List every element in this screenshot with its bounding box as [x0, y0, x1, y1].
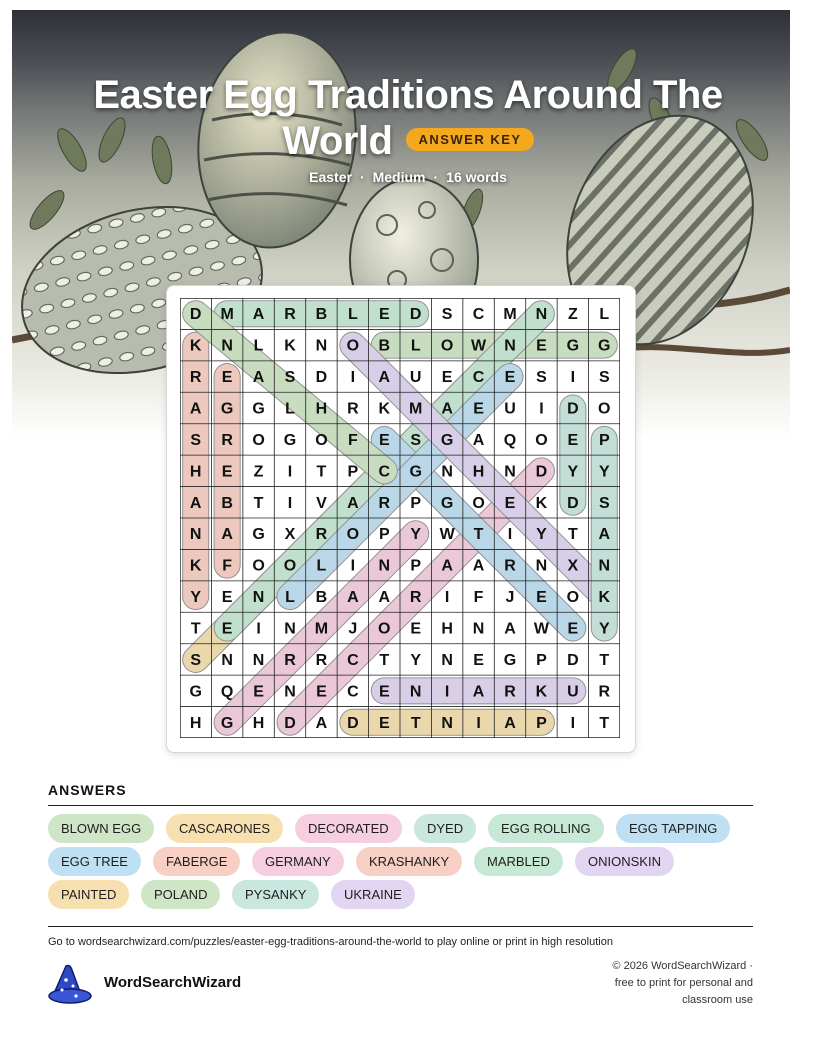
- divider: [48, 926, 753, 927]
- grid-letter: T: [316, 463, 327, 481]
- grid-letter: N: [189, 526, 202, 544]
- grid-letter: R: [221, 431, 233, 449]
- difficulty-label: Medium: [372, 169, 426, 185]
- grid-letter: E: [504, 494, 516, 512]
- grid-letter: E: [567, 620, 579, 638]
- grid-letter: E: [221, 463, 233, 481]
- grid-letter: A: [472, 431, 485, 449]
- grid-letter: G: [566, 337, 580, 355]
- copyright-line: © 2026 WordSearchWizard ·: [612, 960, 753, 972]
- grid-letter: U: [567, 683, 579, 701]
- grid-letter: R: [598, 683, 611, 701]
- answer-pill: FABERGE: [153, 847, 240, 876]
- grid-letter: G: [220, 400, 234, 418]
- grid-letter: M: [220, 306, 234, 324]
- grid-letter: M: [409, 400, 423, 418]
- answer-pill: ONIONSKIN: [575, 847, 674, 876]
- grid-letter: G: [598, 337, 611, 355]
- grid-letter: E: [378, 431, 390, 449]
- grid-letter: T: [379, 651, 390, 669]
- grid-letter: O: [346, 526, 360, 544]
- grid-letter: N: [535, 306, 548, 324]
- grid-letter: S: [598, 369, 610, 387]
- grid-letter: G: [283, 431, 297, 449]
- grid-letter: R: [347, 400, 359, 418]
- grid-letter: F: [347, 431, 358, 449]
- grid-letter: O: [440, 337, 454, 355]
- grid-letter: E: [473, 651, 484, 669]
- grid-letter: D: [535, 463, 548, 481]
- grid-letter: N: [535, 557, 548, 575]
- answer-pill: EGG TAPPING: [616, 814, 730, 843]
- grid-letter: K: [189, 337, 202, 355]
- grid-letter: A: [378, 589, 391, 607]
- grid-letter: O: [283, 557, 297, 575]
- grid-letter: A: [252, 369, 265, 387]
- grid-letter: N: [441, 463, 453, 481]
- grid-letter: N: [504, 463, 516, 481]
- grid-letter: K: [189, 557, 202, 575]
- grid-letter: E: [410, 620, 422, 638]
- grid-letter: Y: [567, 463, 579, 481]
- grid-letter: Y: [598, 620, 610, 638]
- grid-letter: K: [284, 337, 296, 355]
- grid-letter: N: [504, 337, 516, 355]
- answer-pill: DECORATED: [295, 814, 402, 843]
- grid-letter: P: [410, 494, 422, 512]
- grid-letter: L: [599, 306, 610, 324]
- grid-letter: M: [503, 306, 517, 324]
- grid-letter: A: [504, 620, 516, 638]
- grid-letter: N: [378, 557, 391, 575]
- grid-letter: G: [503, 651, 517, 669]
- grid-letter: B: [378, 337, 391, 355]
- grid-letter: H: [189, 463, 202, 481]
- grid-letter: R: [189, 369, 202, 387]
- grid-letter: I: [539, 400, 544, 418]
- grid-letter: E: [567, 431, 579, 449]
- grid-letter: A: [378, 369, 391, 387]
- grid-letter: E: [378, 306, 390, 324]
- grid-letter: O: [346, 337, 360, 355]
- grid-letter: C: [472, 306, 485, 324]
- grid-letter: S: [190, 651, 202, 669]
- grid-letter: X: [284, 526, 296, 544]
- puzzle-title: [40, 72, 776, 164]
- grid-letter: U: [504, 400, 516, 418]
- grid-letter: N: [315, 337, 328, 355]
- grid-letter: O: [535, 431, 548, 449]
- grid-letter: D: [284, 714, 296, 732]
- grid-letter: N: [252, 651, 265, 669]
- grid-letter: A: [441, 400, 453, 418]
- grid-letter: A: [315, 714, 328, 732]
- grid-letter: I: [350, 369, 356, 387]
- grid-letter: T: [599, 714, 610, 732]
- grid-letter: A: [598, 526, 611, 544]
- grid-letter: A: [221, 526, 233, 544]
- grid-letter: H: [252, 714, 265, 732]
- grid-letter: P: [378, 526, 390, 544]
- grid-letter: J: [505, 589, 515, 607]
- copyright: [553, 958, 753, 1009]
- grid-letter: N: [221, 337, 233, 355]
- grid-letter: S: [190, 431, 202, 449]
- grid-letter: I: [507, 526, 513, 544]
- grid-letter: N: [284, 683, 296, 701]
- grid-letter: C: [378, 463, 391, 481]
- grid-letter: O: [472, 494, 485, 512]
- grid-letter: G: [440, 431, 454, 449]
- grid-letter: K: [535, 683, 548, 701]
- grid-letter: Z: [567, 306, 578, 324]
- grid-letter: E: [221, 369, 233, 387]
- grid-letter: K: [598, 589, 611, 607]
- answer-pill: BLOWN EGG: [48, 814, 154, 843]
- grid-letter: H: [189, 714, 202, 732]
- grid-letter: F: [473, 589, 484, 607]
- grid-letter: W: [471, 337, 487, 355]
- grid-letter: A: [347, 494, 359, 512]
- grid-letter: N: [598, 557, 611, 575]
- grid-letter: E: [221, 589, 233, 607]
- answer-pill: EGG ROLLING: [488, 814, 604, 843]
- grid-letter: G: [189, 683, 202, 701]
- grid-letter: H: [441, 620, 453, 638]
- grid-letter: A: [472, 557, 485, 575]
- grid-letter: E: [316, 683, 327, 701]
- grid-letter: I: [287, 463, 293, 481]
- answer-pill: CASCARONES: [166, 814, 283, 843]
- grid-letter: Z: [253, 463, 264, 481]
- grid-letter: D: [347, 714, 359, 732]
- grid-letter: Y: [410, 526, 422, 544]
- grid-letter: Y: [598, 463, 610, 481]
- grid-letter: I: [256, 620, 261, 638]
- grid-letter: A: [189, 494, 202, 512]
- grid-letter: O: [566, 589, 580, 607]
- grid-letter: T: [410, 714, 421, 732]
- grid-letter: T: [599, 651, 610, 669]
- grid-letter: Y: [410, 651, 422, 669]
- grid-letter: A: [347, 589, 359, 607]
- grid-letter: L: [253, 337, 264, 355]
- grid-letter: S: [598, 494, 610, 512]
- grid-letter: D: [567, 651, 579, 669]
- grid-letter: G: [220, 714, 234, 732]
- grid-letter: G: [440, 494, 454, 512]
- separator-dot: ·: [359, 169, 365, 185]
- grid-letter: O: [315, 431, 328, 449]
- answer-key-badge: ANSWER KEY: [406, 128, 533, 151]
- divider: [48, 805, 753, 806]
- answer-pill: EGG TREE: [48, 847, 141, 876]
- grid-letter: R: [378, 494, 391, 512]
- grid-letter: T: [253, 494, 264, 512]
- grid-letter: A: [189, 400, 202, 418]
- grid-letter: L: [410, 337, 421, 355]
- grid-letter: D: [315, 369, 328, 387]
- grid-letter: P: [536, 714, 547, 732]
- grid-letter: A: [504, 714, 516, 732]
- grid-letter: E: [378, 714, 390, 732]
- grid-letter: I: [476, 714, 481, 732]
- grid-letter: T: [567, 526, 578, 544]
- grid-letter: B: [221, 494, 233, 512]
- answers-heading: ANSWERS: [48, 782, 127, 798]
- grid-letter: A: [252, 306, 265, 324]
- grid-letter: E: [441, 369, 453, 387]
- grid-letter: I: [444, 683, 450, 701]
- grid-letter: S: [441, 306, 453, 324]
- grid-letter: H: [472, 463, 485, 481]
- grid-letter: E: [473, 400, 484, 418]
- grid-letter: X: [567, 557, 579, 575]
- grid-letter: G: [409, 463, 422, 481]
- grid-letter: Q: [503, 431, 517, 449]
- grid-letter: R: [284, 651, 296, 669]
- grid-letter: P: [347, 463, 359, 481]
- grid-letter: Y: [190, 589, 202, 607]
- grid-letter: I: [350, 557, 356, 575]
- grid-letter: E: [536, 589, 547, 607]
- grid-letter: C: [472, 369, 485, 387]
- grid-letter: N: [441, 651, 453, 669]
- grid-letter: G: [252, 526, 265, 544]
- grid-letter: I: [570, 714, 576, 732]
- grid-letter: C: [347, 683, 359, 701]
- grid-letter: F: [222, 557, 233, 575]
- grid-letter: O: [378, 620, 391, 638]
- grid-letter: U: [409, 369, 422, 387]
- grid-letter: P: [598, 431, 610, 449]
- grid-letter: C: [347, 651, 359, 669]
- grid-letter: S: [410, 431, 422, 449]
- grid-letter: E: [378, 683, 390, 701]
- grid-letter: J: [348, 620, 358, 638]
- grid-letter: R: [315, 526, 328, 544]
- grid-letter: E: [221, 620, 233, 638]
- grid-letter: R: [504, 683, 516, 701]
- answer-pill: UKRAINE: [331, 880, 415, 909]
- grid-letter: T: [473, 526, 484, 544]
- grid-letter: P: [410, 557, 422, 575]
- grid-letter: M: [314, 620, 329, 638]
- grid-letter: S: [536, 369, 547, 387]
- grid-letter: V: [316, 494, 327, 512]
- grid-letter: B: [315, 589, 328, 607]
- answer-pill: PYSANKY: [232, 880, 319, 909]
- grid-letter: I: [287, 494, 293, 512]
- grid-letter: L: [316, 557, 327, 575]
- grid-letter: S: [284, 369, 296, 387]
- grid-letter: N: [284, 620, 296, 638]
- wizard-hat-logo: [46, 962, 94, 1006]
- grid-letter: R: [315, 651, 328, 669]
- grid-letter: B: [315, 306, 328, 324]
- grid-letter: D: [409, 306, 422, 324]
- word-count-label: 16 words: [446, 169, 507, 185]
- copyright-line: classroom use: [682, 994, 753, 1006]
- grid-letter: R: [504, 557, 516, 575]
- grid-letter: W: [533, 620, 549, 638]
- answer-pill: KRASHANKY: [356, 847, 462, 876]
- puzzle-meta: [0, 169, 816, 185]
- answer-pill: PAINTED: [48, 880, 129, 909]
- grid-letter: K: [535, 494, 548, 512]
- letter-grid: [180, 298, 620, 738]
- grid-letter: G: [252, 400, 265, 418]
- grid-letter: E: [504, 369, 516, 387]
- grid-letter: P: [536, 651, 547, 669]
- grid-letter: L: [285, 400, 295, 418]
- grid-letter: K: [378, 400, 391, 418]
- grid-letter: I: [444, 589, 450, 607]
- category-label: Easter: [309, 169, 352, 185]
- grid-letter: L: [285, 589, 295, 607]
- grid-letter: Y: [536, 526, 547, 544]
- grid-letter: I: [570, 369, 576, 387]
- grid-letter: D: [189, 306, 202, 324]
- grid-letter: N: [441, 714, 453, 732]
- title-text: Easter Egg Traditions Around The World: [93, 73, 723, 163]
- footer-url-text: Go to wordsearchwizard.com/puzzles/easter-egg-traditions-around-the-world to play online or print in high resolution: [48, 936, 613, 948]
- grid-letter: N: [472, 620, 485, 638]
- grid-letter: Q: [220, 683, 234, 701]
- grid-letter: W: [439, 526, 455, 544]
- grid-letter: H: [315, 400, 328, 418]
- grid-letter: R: [409, 589, 422, 607]
- grid-letter: E: [536, 337, 547, 355]
- brand-name: WordSearchWizard: [104, 974, 242, 991]
- answer-pill: DYED: [414, 814, 476, 843]
- separator-dot: ·: [433, 169, 439, 185]
- grid-letter: A: [472, 683, 485, 701]
- grid-letter: N: [409, 683, 422, 701]
- grid-letter: O: [252, 557, 265, 575]
- grid-letter: O: [598, 400, 611, 418]
- grid-letter: N: [252, 589, 265, 607]
- grid-letter: A: [441, 557, 453, 575]
- grid-letter: D: [567, 400, 579, 418]
- grid-letter: D: [567, 494, 579, 512]
- grid-letter: E: [253, 683, 264, 701]
- grid-letter: N: [221, 651, 233, 669]
- grid-letter: O: [252, 431, 265, 449]
- copyright-line: free to print for personal and: [614, 977, 753, 989]
- answer-pill: GERMANY: [252, 847, 344, 876]
- answer-pill: MARBLED: [474, 847, 563, 876]
- grid-letter: L: [347, 306, 358, 324]
- grid-letter: R: [284, 306, 296, 324]
- grid-letter: T: [190, 620, 201, 638]
- answer-pill: POLAND: [141, 880, 220, 909]
